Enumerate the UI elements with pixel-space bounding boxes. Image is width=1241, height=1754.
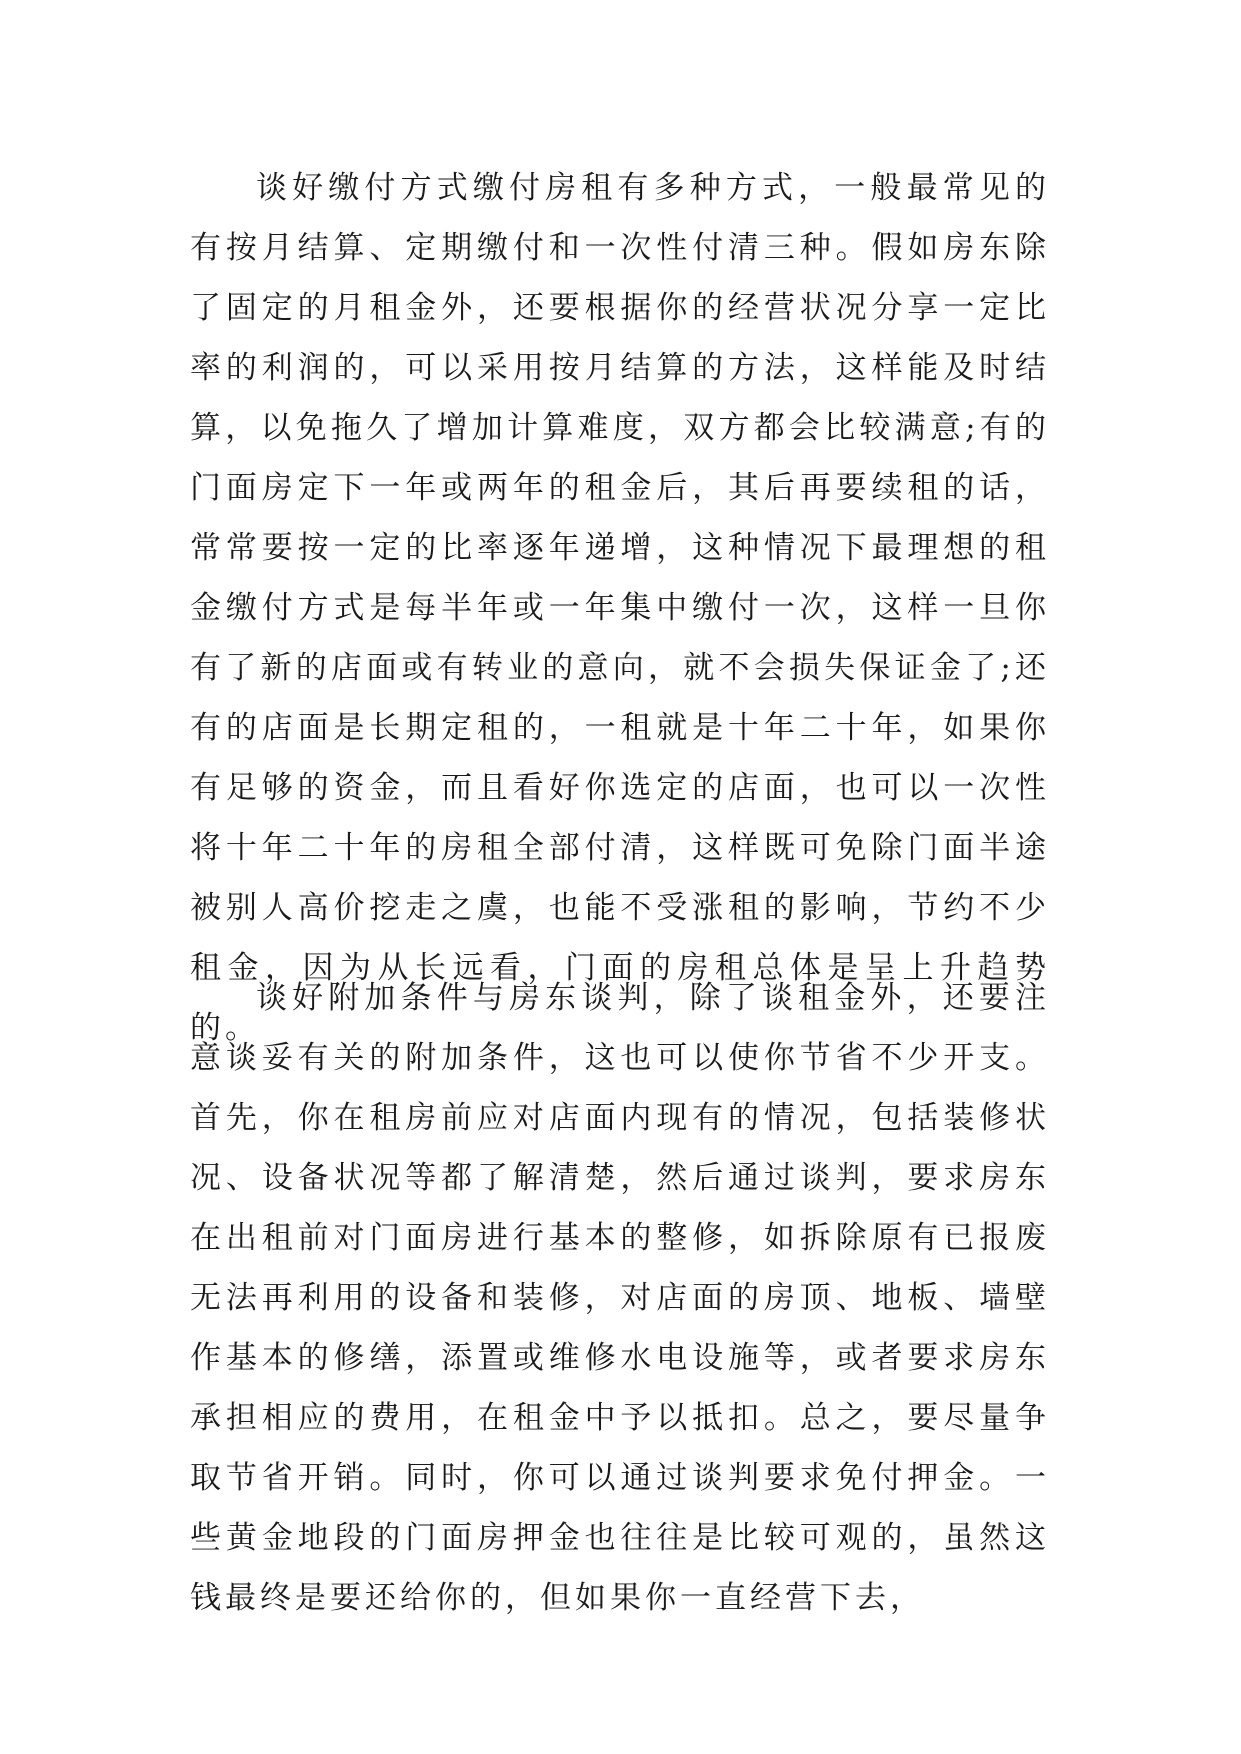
paragraph-text: 谈好缴付方式缴付房租有多种方式，一般最常见的有按月结算、定期缴付和一次性付清三种。假如房东除了固定的月租金外，还要根据你的经营状况分享一定比率的利润的，可以采用按月结算的方法，这样能及时结算，以免拖久了增加计算难度，双方都会比较满意;有的门面房定下一年或两年的租金后，其后再要续租的话，常常要按一定的比率逐年递增，这种情况下最理想的租金缴付方式是每半年或一年集中缴付一次，这样一旦你有了新的店面或有转业的意向，就不会损失保证金了;还有的店面是长期定租的，一租就是十年二十年，如果你有足够的资金，而且看好你选定的店面，也可以一次性将十年二十年的房租全部付清，这样既可免除门面半途被别人高价挖走之虞，也能不受涨租的影响，节约不少租金，因为从长远看，门面的房租总体是呈上升趋势的。 <box>190 170 1050 1046</box>
paragraph-additional-terms <box>190 968 1050 1628</box>
paragraph-payment-method <box>190 158 1050 1058</box>
paragraph-text: 谈好附加条件与房东谈判，除了谈租金外，还要注意谈妥有关的附加条件，这也可以使你节省不少开支。首先，你在租房前应对店面内现有的情况，包括装修状况、设备状况等都了解清楚，然后通过谈判，要求房东在出租前对门面房进行基本的整修，如拆除原有已报废无法再利用的设备和装修，对店面的房顶、地板、墙壁作基本的修缮，添置或维修水电设施等，或者要求房东承担相应的费用，在租金中予以抵扣。总之，要尽量争取节省开销。同时，你可以通过谈判要求免付押金。一些黄金地段的门面房押金也往往是比较可观的，虽然这钱最终是要还给你的，但如果你一直经营下去， <box>190 980 1050 1616</box>
